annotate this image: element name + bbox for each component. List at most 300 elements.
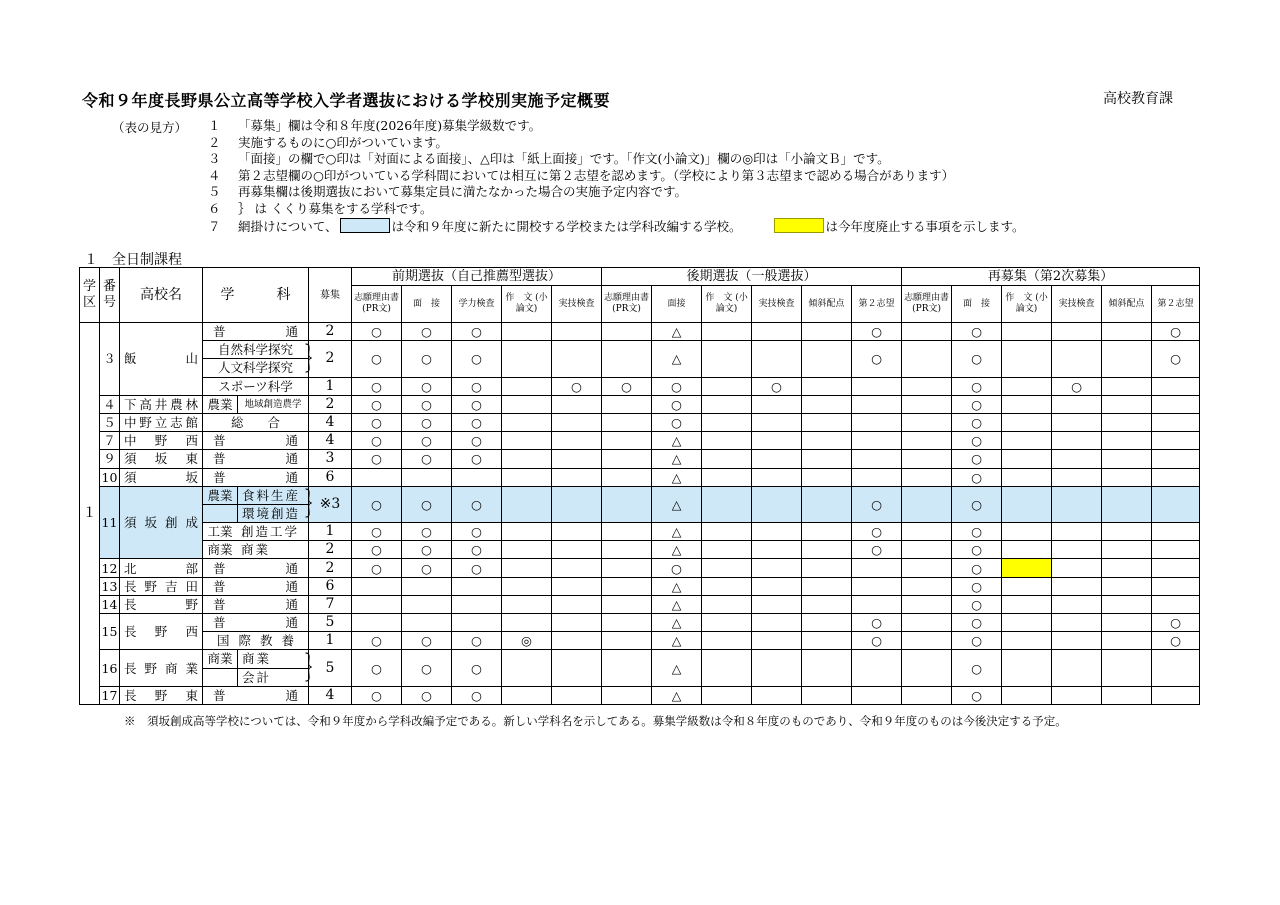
- school-name: 北部: [120, 559, 203, 577]
- mark-cell: [402, 577, 452, 595]
- mark-cell: ○: [402, 395, 452, 413]
- mark-cell: [1102, 341, 1152, 377]
- mark-cell: [602, 577, 652, 595]
- mark-cell: ○: [452, 541, 502, 559]
- mark-cell: ○: [402, 377, 452, 395]
- mark-cell: [502, 450, 552, 468]
- subheader-cell: 面 接: [952, 286, 1002, 323]
- table-row: [80, 377, 1200, 395]
- mark-cell: [602, 559, 652, 577]
- mark-cell: △: [652, 541, 702, 559]
- mark-cell: [1102, 468, 1152, 486]
- schedule-table: [79, 267, 1200, 705]
- mark-cell: [902, 632, 952, 650]
- mark-cell: [1152, 486, 1200, 522]
- dept-name: 普通: [203, 450, 309, 468]
- mark-cell: [402, 614, 452, 632]
- mark-cell: [502, 523, 552, 541]
- boshu-cell: 4: [309, 432, 352, 450]
- mark-cell: ○: [402, 486, 452, 522]
- dept-name: 普通: [203, 323, 309, 341]
- mark-cell: [552, 486, 602, 522]
- mark-cell: [702, 377, 752, 395]
- mark-cell: ○: [852, 632, 902, 650]
- mark-cell: [752, 614, 802, 632]
- mark-cell: [852, 413, 902, 431]
- mark-cell: ○: [402, 559, 452, 577]
- mark-cell: [1002, 595, 1052, 613]
- table-row: [80, 523, 1200, 541]
- boshu-cell: 2: [309, 541, 352, 559]
- mark-cell: [752, 468, 802, 486]
- mark-cell: [702, 650, 752, 686]
- mark-cell: ○: [352, 432, 402, 450]
- mark-cell: [802, 341, 852, 377]
- mark-cell: [552, 650, 602, 686]
- table-row: [80, 341, 1200, 359]
- mark-cell: [702, 614, 752, 632]
- mark-cell: [752, 595, 802, 613]
- mark-cell: [602, 614, 652, 632]
- mark-cell: [852, 450, 902, 468]
- mark-cell: ○: [402, 650, 452, 686]
- mark-cell: [802, 523, 852, 541]
- dept-name: [203, 504, 309, 522]
- mark-cell: ○: [752, 377, 802, 395]
- mark-cell: ○: [852, 523, 902, 541]
- mark-cell: [802, 650, 852, 686]
- mark-cell: [1052, 686, 1102, 704]
- mark-cell: ○: [652, 559, 702, 577]
- page-title: 令和９年度長野県公立高等学校入学者選抜における学校別実施予定概要: [82, 91, 611, 110]
- mark-cell: [1102, 686, 1152, 704]
- mark-cell: ○: [352, 486, 402, 522]
- mark-cell: [602, 595, 652, 613]
- mark-cell: [752, 577, 802, 595]
- mark-cell: [552, 577, 602, 595]
- mark-cell: [602, 450, 652, 468]
- table-row: [80, 432, 1200, 450]
- mark-cell: [1002, 632, 1052, 650]
- mark-cell: [402, 468, 452, 486]
- mark-cell: [802, 395, 852, 413]
- mark-cell: [1002, 432, 1052, 450]
- mark-cell: [1102, 632, 1152, 650]
- footnote: ※ 須坂創成高等学校については、令和９年度から学科改編予定である。新しい学科名を示してある。募集学級数は令和８年度のものであり、令和９年度のものは今後決定する予定。: [124, 714, 1067, 728]
- mark-cell: ○: [852, 486, 902, 522]
- dept-category: 商業: [203, 650, 238, 667]
- mark-cell: ○: [352, 541, 402, 559]
- school-number: ５: [100, 413, 120, 431]
- mark-cell: [502, 595, 552, 613]
- mark-cell: [852, 395, 902, 413]
- mark-cell: ○: [952, 632, 1002, 650]
- school-number: ３: [100, 323, 120, 396]
- mark-cell: [1152, 559, 1200, 577]
- mark-cell: [1152, 523, 1200, 541]
- mark-cell: [1102, 323, 1152, 341]
- dept-name: [203, 523, 309, 541]
- dept-label: 商業: [242, 651, 272, 667]
- mark-cell: ○: [352, 395, 402, 413]
- mark-cell: ○: [952, 486, 1002, 522]
- mark-cell: ○: [1152, 323, 1200, 341]
- mark-cell: ○: [852, 541, 902, 559]
- mark-cell: ○: [952, 395, 1002, 413]
- school-name: 長野商業: [120, 650, 203, 686]
- mark-cell: [502, 323, 552, 341]
- mark-cell: ○: [952, 413, 1002, 431]
- subheader-cell: 作 文 (小論文): [502, 286, 552, 323]
- mark-cell: [1052, 450, 1102, 468]
- mark-cell: [352, 614, 402, 632]
- mark-cell: [452, 468, 502, 486]
- boshu-cell: 6: [309, 577, 352, 595]
- mark-cell: △: [652, 595, 702, 613]
- dept-name: 総合: [203, 413, 309, 431]
- mark-cell: [702, 450, 752, 468]
- mark-cell: [752, 632, 802, 650]
- subheader-cell: 面 接: [402, 286, 452, 323]
- mark-cell: [1102, 523, 1152, 541]
- mark-cell: [1002, 686, 1052, 704]
- mark-cell: [1002, 614, 1052, 632]
- mark-cell: [1002, 577, 1052, 595]
- dept-name: [203, 395, 309, 413]
- mark-cell: [752, 523, 802, 541]
- mark-cell: [552, 686, 602, 704]
- school-number: 12: [100, 559, 120, 577]
- mark-cell: [1002, 450, 1052, 468]
- table-row: [80, 686, 1200, 704]
- mark-cell: ○: [452, 323, 502, 341]
- mark-cell: [902, 486, 952, 522]
- school-name: 須坂: [120, 468, 203, 486]
- dept-name: [203, 668, 309, 686]
- mark-cell: ○: [352, 323, 402, 341]
- mark-cell: [802, 614, 852, 632]
- mark-cell: ○: [452, 341, 502, 377]
- boshu-cell: 2: [309, 323, 352, 341]
- note-item: ５ 再募集欄は後期選抜において募集定員に満たなかった場合の実施予定内容です。: [208, 184, 688, 200]
- school-name: 長野東: [120, 686, 203, 704]
- school-name: 長野西: [120, 614, 203, 650]
- mark-cell: [352, 468, 402, 486]
- mark-cell: [552, 341, 602, 377]
- mark-cell: [852, 468, 902, 486]
- mark-cell: ○: [352, 559, 402, 577]
- mark-cell: [802, 541, 852, 559]
- mark-cell: ○: [952, 450, 1002, 468]
- mark-cell: [602, 686, 652, 704]
- dept-name: 普通: [203, 614, 309, 632]
- mark-cell: △: [652, 650, 702, 686]
- mark-cell: [352, 577, 402, 595]
- mark-cell: [752, 541, 802, 559]
- swatch-abolished: [774, 218, 824, 233]
- mark-cell: ○: [1152, 632, 1200, 650]
- dept-category: 農業: [203, 487, 238, 504]
- mark-cell: [1052, 595, 1102, 613]
- mark-cell: [1152, 686, 1200, 704]
- mark-cell: ○: [402, 323, 452, 341]
- table-row: [80, 450, 1200, 468]
- mark-cell: △: [652, 341, 702, 377]
- mark-cell: [602, 413, 652, 431]
- school-number: 10: [100, 468, 120, 486]
- mark-cell: [902, 450, 952, 468]
- mark-cell: ○: [952, 323, 1002, 341]
- group-koki: 後期選抜（一般選抜）: [602, 268, 902, 286]
- mark-cell: [502, 577, 552, 595]
- mark-cell: [902, 323, 952, 341]
- mark-cell: ○: [1052, 377, 1102, 395]
- mark-cell: [552, 595, 602, 613]
- boshu-cell: 5: [309, 614, 352, 632]
- mark-cell: [552, 559, 602, 577]
- mark-cell: [1052, 523, 1102, 541]
- mark-cell: [802, 377, 852, 395]
- mark-cell: [502, 486, 552, 522]
- mark-cell: [702, 413, 752, 431]
- mark-cell: [502, 377, 552, 395]
- mark-cell: [1052, 468, 1102, 486]
- boshu-cell: 1: [309, 523, 352, 541]
- mark-cell: [1152, 541, 1200, 559]
- mark-cell: [602, 395, 652, 413]
- mark-cell: ○: [952, 559, 1002, 577]
- brace-mark: ｝: [305, 650, 322, 686]
- dept-label: 環境創造: [242, 505, 301, 521]
- mark-cell: [752, 323, 802, 341]
- mark-cell: ○: [952, 577, 1002, 595]
- school-number: 11: [100, 486, 120, 559]
- school-number: 16: [100, 650, 120, 686]
- subheader-cell: 作 文 (小論文): [702, 286, 752, 323]
- dept-label: 地域創造農学: [244, 398, 302, 410]
- mark-cell: [552, 632, 602, 650]
- mark-cell: [602, 323, 652, 341]
- mark-cell: [802, 577, 852, 595]
- mark-cell: ○: [952, 377, 1002, 395]
- mark-cell: [1152, 413, 1200, 431]
- mark-cell: [552, 413, 602, 431]
- mark-cell: [1002, 395, 1052, 413]
- dept-category: 工業: [207, 524, 233, 540]
- mark-cell: [902, 686, 952, 704]
- school-name: 長野: [120, 595, 203, 613]
- dept-label: 会計: [242, 669, 272, 685]
- mark-cell: ○: [952, 650, 1002, 686]
- district-cell: １: [80, 323, 100, 705]
- subheader-cell: 志願理由書(PR文): [352, 286, 402, 323]
- mark-cell: [402, 595, 452, 613]
- mark-cell: ○: [352, 450, 402, 468]
- boshu-cell: 6: [309, 468, 352, 486]
- mark-cell: [702, 541, 752, 559]
- mark-cell: [702, 686, 752, 704]
- mark-cell: ○: [852, 341, 902, 377]
- mark-cell: [552, 523, 602, 541]
- mark-cell: [802, 413, 852, 431]
- mark-cell: [902, 377, 952, 395]
- boshu-value: 5: [325, 659, 335, 676]
- dept-category: 商業: [207, 542, 233, 558]
- mark-cell: [802, 432, 852, 450]
- mark-cell: [502, 614, 552, 632]
- mark-cell: [552, 541, 602, 559]
- mark-cell: [902, 559, 952, 577]
- school-number: ４: [100, 395, 120, 413]
- mark-cell: [802, 632, 852, 650]
- mark-cell: [1052, 486, 1102, 522]
- subheader-cell: 実技検査: [752, 286, 802, 323]
- note-item: ６ ｝ は くくり募集をする学科です。: [208, 200, 433, 216]
- col-boshu: 募集: [309, 268, 352, 323]
- mark-cell: ○: [952, 523, 1002, 541]
- mark-cell: [1002, 377, 1052, 395]
- dept-name: 普通: [203, 686, 309, 704]
- mark-cell: [552, 468, 602, 486]
- mark-cell: [1002, 341, 1052, 377]
- mark-cell: ○: [402, 523, 452, 541]
- mark-cell: [702, 577, 752, 595]
- mark-cell: [802, 559, 852, 577]
- mark-cell: ○: [552, 377, 602, 395]
- mark-cell: [802, 468, 852, 486]
- group-sai: 再募集（第2次募集）: [902, 268, 1200, 286]
- subheader-cell: 学力検査: [452, 286, 502, 323]
- mark-cell: △: [652, 577, 702, 595]
- mark-cell: [752, 341, 802, 377]
- mark-cell: [552, 614, 602, 632]
- mark-cell: [1152, 468, 1200, 486]
- dept-name: 普通: [203, 559, 309, 577]
- dept-category: 農業: [203, 396, 238, 413]
- mark-cell: ○: [352, 413, 402, 431]
- mark-cell: [902, 523, 952, 541]
- mark-cell: [702, 432, 752, 450]
- mark-cell: ○: [852, 323, 902, 341]
- school-number: ７: [100, 432, 120, 450]
- dept-name: スポーツ科学: [203, 377, 309, 395]
- dept-name: 自然科学探究: [203, 341, 309, 359]
- mark-cell: △: [652, 323, 702, 341]
- mark-cell: ○: [952, 341, 1002, 377]
- mark-cell: [1102, 486, 1152, 522]
- dept-name: 普通: [203, 432, 309, 450]
- subheader-cell: 志願理由書(PR文): [902, 286, 952, 323]
- school-name: 中野西: [120, 432, 203, 450]
- mark-cell: [452, 577, 502, 595]
- school-number: 13: [100, 577, 120, 595]
- mark-cell: [752, 432, 802, 450]
- boshu-cell: 7: [309, 595, 352, 613]
- mark-cell: [852, 595, 902, 613]
- table-row: [80, 413, 1200, 431]
- mark-cell: [552, 323, 602, 341]
- col-school: 高校名: [120, 268, 203, 323]
- mark-cell: [752, 686, 802, 704]
- mark-cell: ○: [452, 650, 502, 686]
- mark-cell: [1052, 632, 1102, 650]
- mark-cell: [702, 341, 752, 377]
- mark-cell: ○: [952, 614, 1002, 632]
- mark-cell: ○: [402, 450, 452, 468]
- mark-cell: ○: [402, 341, 452, 377]
- col-district: 学区: [80, 268, 100, 323]
- mark-cell: ○: [1152, 341, 1200, 377]
- dept-name: 普通: [203, 468, 309, 486]
- note-item: ７ 網掛けについて、 は令和９年度に新たに開校する学校または学科改編する学校。 は今年度廃止する事項を示します。: [208, 218, 1025, 234]
- mark-cell: [902, 614, 952, 632]
- mark-cell: [602, 341, 652, 377]
- subheader-cell: 実技検査: [1052, 286, 1102, 323]
- note-item: ４ 第２志望欄の○印がついている学科間においては相互に第２志望を認めます。（学校により第３志望まで認める場合があります）: [208, 167, 955, 183]
- mark-cell: [1052, 650, 1102, 686]
- mark-cell: [1152, 377, 1200, 395]
- mark-cell: ○: [402, 413, 452, 431]
- mark-cell: ○: [452, 486, 502, 522]
- boshu-value: 2: [325, 350, 335, 367]
- mark-cell: [452, 614, 502, 632]
- mark-cell: [902, 468, 952, 486]
- mark-cell: [1002, 486, 1052, 522]
- mark-cell: ○: [402, 541, 452, 559]
- mark-cell: [752, 486, 802, 522]
- mark-cell: [1152, 650, 1200, 686]
- subheader-cell: 志願理由書(PR文): [602, 286, 652, 323]
- mark-cell: ○: [452, 395, 502, 413]
- mark-cell: ○: [402, 632, 452, 650]
- mark-cell: [1102, 614, 1152, 632]
- mark-cell: ○: [452, 523, 502, 541]
- mark-cell: ○: [452, 559, 502, 577]
- mark-cell: △: [652, 432, 702, 450]
- boshu-cell: [305, 486, 352, 522]
- mark-cell: ○: [602, 377, 652, 395]
- mark-cell: [702, 395, 752, 413]
- mark-cell: ○: [452, 413, 502, 431]
- mark-cell: △: [652, 686, 702, 704]
- mark-cell: [552, 432, 602, 450]
- note-item: ３ 「面接」の欄で○印は「対面による面接」、△印は「紙上面接」です。「作文(小論文)」欄の◎印は「小論文Ｂ」です。: [208, 151, 890, 167]
- dept-name: [203, 541, 309, 559]
- mark-cell: [702, 523, 752, 541]
- mark-cell: ○: [452, 432, 502, 450]
- mark-cell: [802, 450, 852, 468]
- dept-name: 国際教養: [203, 632, 309, 650]
- dept-name: [203, 486, 309, 504]
- dept-label: 商業: [241, 542, 271, 558]
- mark-cell: [1052, 395, 1102, 413]
- table-row: [80, 559, 1200, 577]
- dept-name: 普通: [203, 595, 309, 613]
- mark-cell: [1002, 541, 1052, 559]
- mark-cell: [702, 595, 752, 613]
- mark-cell: [902, 541, 952, 559]
- mark-cell: [1002, 559, 1052, 577]
- mark-cell: [902, 432, 952, 450]
- school-name: 中野立志館: [120, 413, 203, 431]
- school-name: 長野吉田: [120, 577, 203, 595]
- boshu-value: ※3: [319, 495, 341, 512]
- table-row: [80, 595, 1200, 613]
- dept-name: 普通: [203, 577, 309, 595]
- table-row: [80, 614, 1200, 632]
- table-row: [80, 323, 1200, 341]
- mark-cell: [552, 450, 602, 468]
